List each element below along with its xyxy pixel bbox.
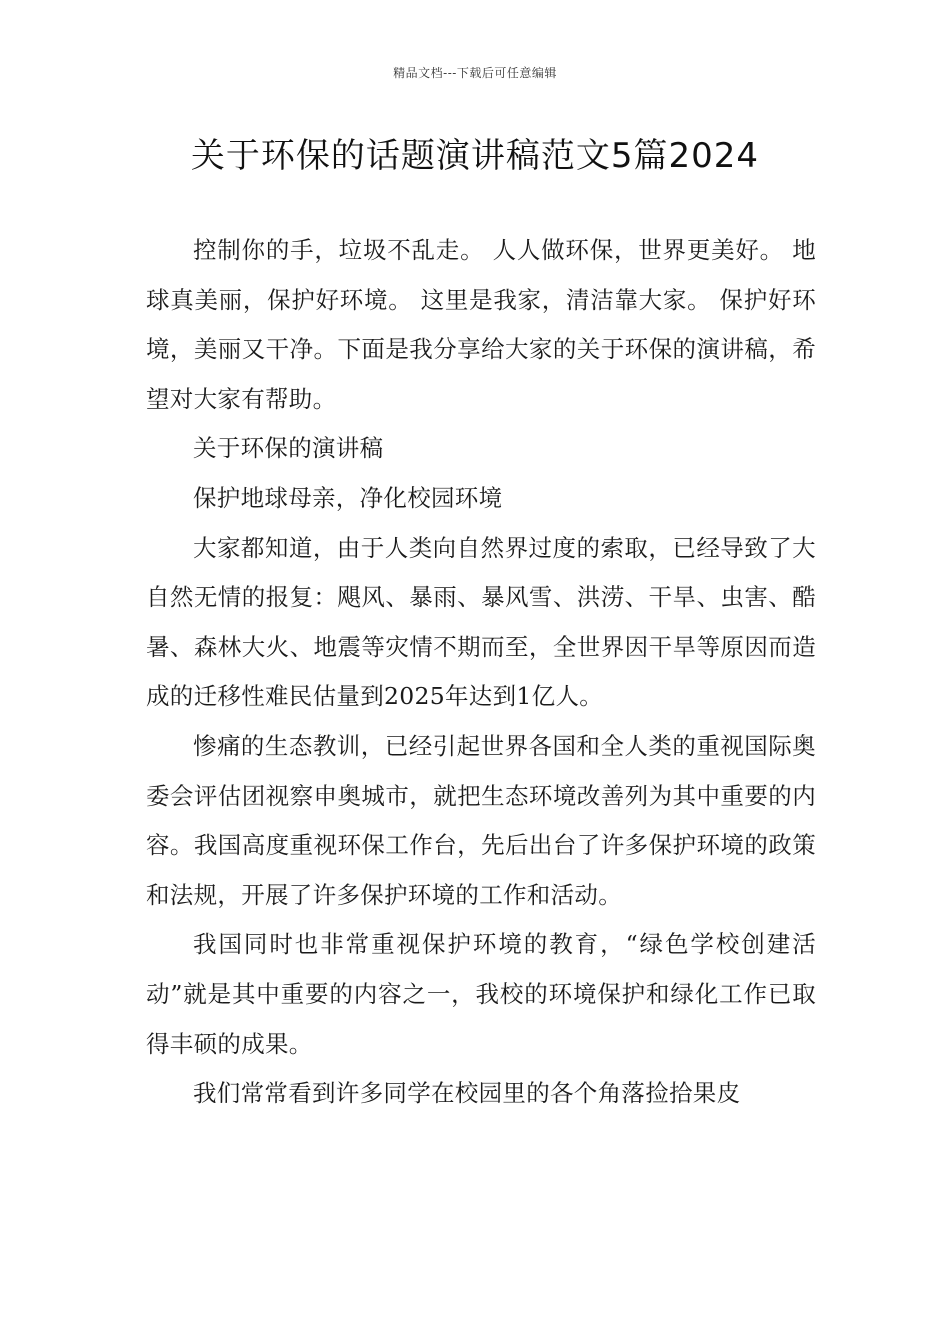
document-body (146, 226, 816, 1119)
paragraph: 惨痛的生态教训，已经引起世界各国和全人类的重视国际奥委会评估团视察申奥城市，就把生态环境改善列为其中重要的内容。我国高度重视环保工作台，先后出台了许多保护环境的政策和法规，开展了许多保护环境的工作和活动。 (146, 731, 816, 909)
paragraph: 我们常常看到许多同学在校园里的各个角落捡拾果皮 (193, 1079, 741, 1108)
paragraph: 我国同时也非常重视保护环境的教育，“绿色学校创建活动”就是其中重要的内容之一，我校的环境保护和绿化工作已取得丰硕的成果。 (146, 930, 816, 1058)
document-title: 关于环保的话题演讲稿范文5篇2024 (190, 136, 760, 176)
paragraph: 保护地球母亲，净化校园环境 (193, 483, 503, 512)
paragraph: 大家都知道，由于人类向自然界过度的索取，已经导致了大自然无情的报复：飓风、暴雨、暴风雪、洪涝、干旱、虫害、酷暑、森林大火、地震等灾情不期而至，全世界因干旱等原因而造成的迁移性难民估量到2025年达到1亿人。 (146, 533, 816, 711)
paragraph: 控制你的手，垃圾不乱走。 人人做环保，世界更美好。 地球真美丽，保护好环境。 这里是我家，清洁靠大家。 保护好环境，美丽又干净。下面是我分享给大家的关于环保的演讲稿，希望对大家有帮助。 (146, 236, 816, 413)
page-header: 精品文档---下载后可任意编辑 (393, 66, 557, 80)
paragraph: 关于环保的演讲稿 (193, 434, 384, 463)
